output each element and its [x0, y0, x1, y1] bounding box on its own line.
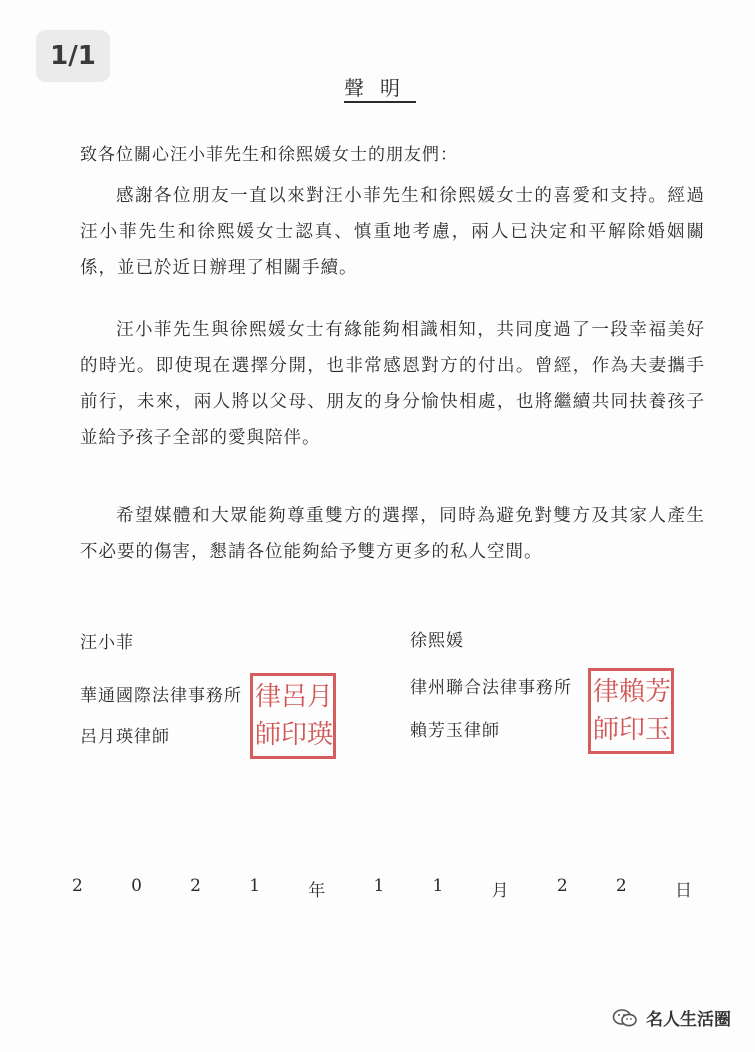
date-char: 月: [491, 881, 509, 901]
wechat-icon: [612, 1008, 638, 1028]
seal-char: 瑛: [307, 720, 334, 750]
seal-char: 月: [307, 682, 334, 712]
date-char: 0: [131, 876, 142, 896]
law-firm-right: 律州聯合法律事務所: [410, 678, 572, 698]
account-name: 名人生活圈: [646, 1010, 731, 1030]
signatory-left-name: 汪小菲: [80, 633, 134, 653]
law-firm-left: 華通國際法律事務所: [80, 686, 242, 706]
paragraph-3: 希望媒體和大眾能夠尊重雙方的選擇，同時為避免對雙方及其家人產生不必要的傷害，懇請各位能夠給予雙方更多的私人空間。: [80, 506, 705, 562]
seal-char: 師: [593, 715, 620, 745]
lawyer-right: 賴芳玉律師: [410, 721, 500, 741]
date-char: 2: [190, 876, 201, 896]
seal-char: 師: [255, 720, 282, 750]
seal-char: 律: [255, 682, 282, 712]
date-char: 1: [432, 876, 444, 896]
lawyer-left: 呂月瑛律師: [80, 727, 170, 747]
account-watermark: [612, 1005, 731, 1030]
document-date: [72, 876, 692, 901]
date-char: 1: [249, 876, 261, 896]
signatory-right-name: 徐熙媛: [410, 631, 464, 651]
seal-stamp-right: [588, 668, 674, 754]
paragraph-1: 感謝各位朋友一直以來對汪小菲先生和徐熙媛女士的喜愛和支持。經過汪小菲先生和徐熙媛女士認真、慎重地考慮，兩人已決定和平解除婚姻關係，並已於近日辦理了相關手續。: [80, 186, 705, 278]
page-indicator: 1/1: [36, 30, 110, 82]
seal-char: 律: [593, 677, 620, 707]
date-char: 2: [615, 876, 627, 896]
seal-stamp-left: [250, 673, 336, 759]
seal-char: 印: [281, 720, 308, 750]
seal-char: 賴: [619, 677, 646, 707]
seal-char: 印: [619, 715, 646, 745]
date-char: 2: [556, 876, 568, 896]
date-char: 2: [72, 876, 83, 896]
paragraph-2: 汪小菲先生與徐熙媛女士有緣能夠相識相知，共同度過了一段幸福美好的時光。即使現在選擇分開，也非常感恩對方的付出。曾經，作為夫妻攜手前行，未來，兩人將以父母、朋友的身分愉快相處，也將繼續共同扶養孩子並給予孩子全部的愛與陪伴。: [80, 320, 705, 448]
salutation: 致各位關心汪小菲先生和徐熙媛女士的朋友們：: [80, 145, 458, 165]
date-char: 年: [308, 881, 326, 901]
seal-char: 芳: [645, 677, 672, 707]
document-title: 聲明: [344, 76, 416, 100]
seal-char: 玉: [645, 715, 672, 745]
date-char: 日: [674, 881, 692, 901]
seal-char: 呂: [281, 682, 308, 712]
date-char: 1: [373, 876, 385, 896]
